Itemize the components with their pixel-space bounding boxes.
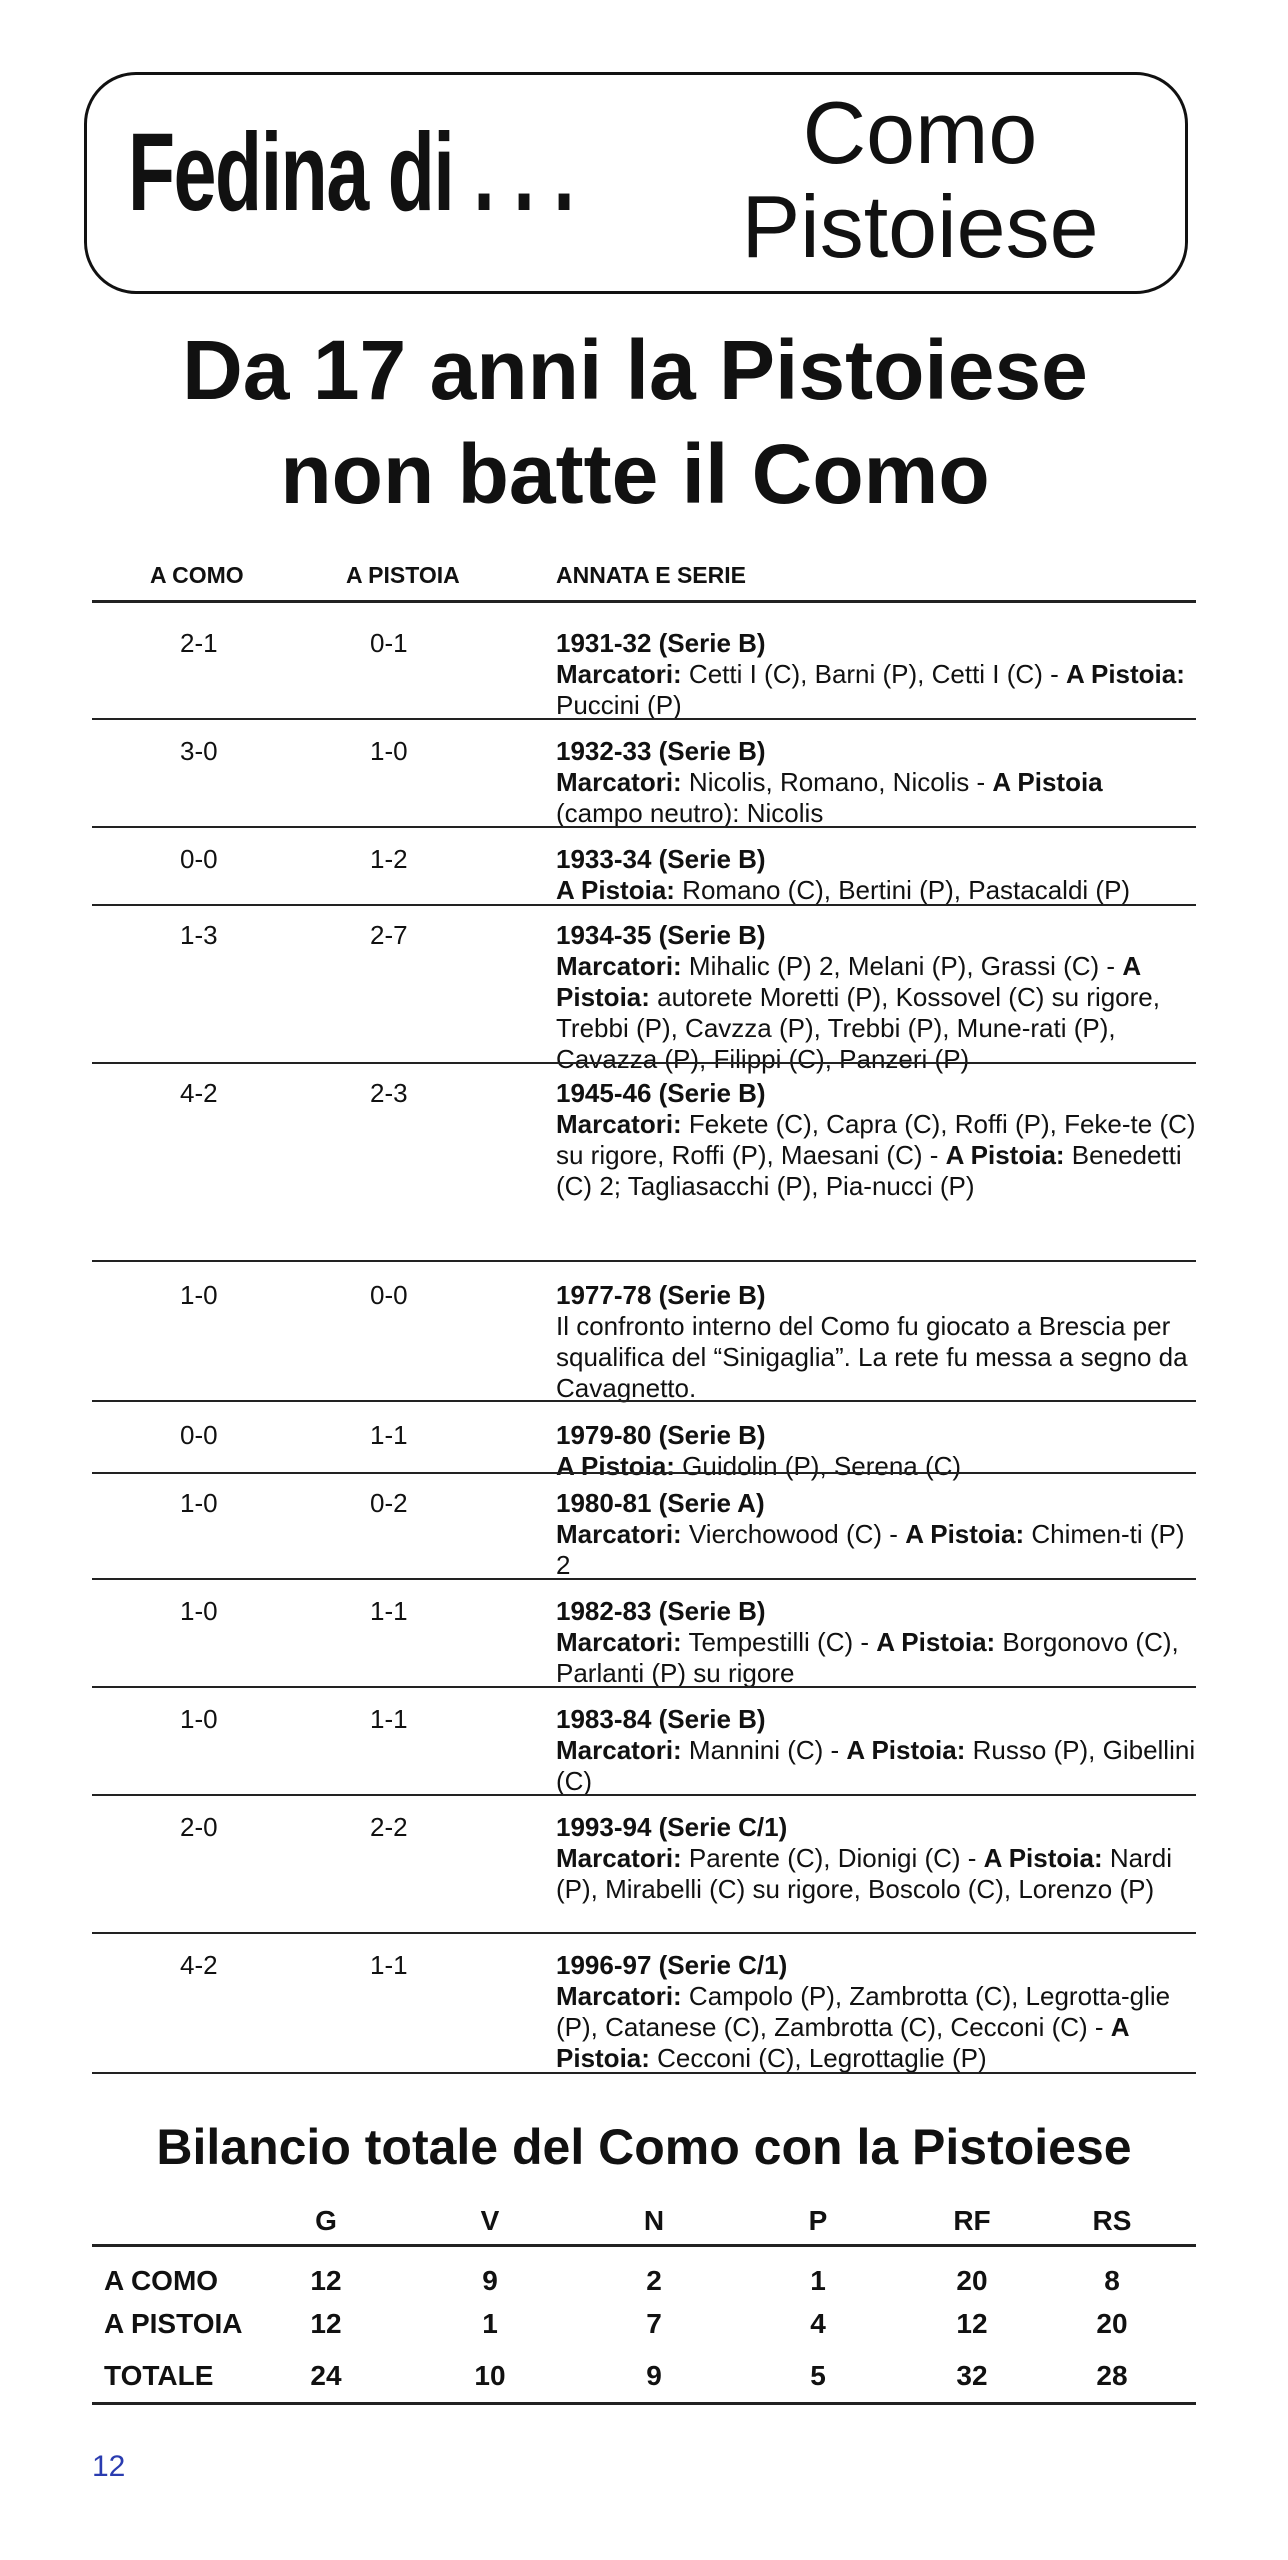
- detail-text: Borgonovo (C), Parlanti (P) su rigore: [556, 1627, 1179, 1688]
- match-info: [556, 1078, 1196, 1202]
- match-info: [556, 628, 1196, 721]
- detail-keyword: Marcatori:: [556, 1981, 682, 2011]
- bilancio-col-header: RS: [1092, 2205, 1132, 2236]
- bilancio-cell: 20: [1096, 2308, 1128, 2339]
- detail-keyword: A Pistoia:: [983, 1843, 1103, 1873]
- score-a-como: 0-0: [180, 1420, 218, 1450]
- score-a-pistoia: 2-7: [370, 920, 408, 950]
- detail-text: Cetti I (C), Barni (P), Cetti I (C) -: [681, 659, 1066, 689]
- bilancio-col-header: V: [480, 2205, 500, 2236]
- score-a-como: 1-0: [180, 1280, 218, 1310]
- team-pistoiese: Pistoiese: [741, 177, 1099, 276]
- header-divider: [92, 600, 1196, 603]
- detail-keyword: A Pistoia:: [905, 1519, 1025, 1549]
- title-teams: [690, 83, 1150, 276]
- row-divider: [92, 1794, 1196, 1796]
- bilancio-col-header: G: [315, 2205, 337, 2236]
- score-a-pistoia: 1-1: [370, 1704, 408, 1734]
- bilancio-cell: 7: [646, 2308, 662, 2339]
- row-divider: [92, 1578, 1196, 1580]
- page-number: 12: [92, 2450, 126, 2483]
- score-a-pistoia: 0-0: [370, 1280, 408, 1310]
- detail-keyword: A Pistoia:: [556, 2012, 1129, 2073]
- column-header-a-pistoia: A PISTOIA: [346, 562, 460, 588]
- detail-keyword: Marcatori:: [556, 1735, 682, 1765]
- match-info: [556, 1704, 1196, 1797]
- score-a-como: 1-0: [180, 1704, 218, 1734]
- bilancio-cell: 28: [1096, 2360, 1128, 2391]
- row-divider: [92, 826, 1196, 828]
- detail-text: (campo neutro): Nicolis: [556, 798, 824, 828]
- bilancio-header-divider: [92, 2244, 1196, 2247]
- score-a-pistoia: 1-1: [370, 1950, 408, 1980]
- season-label: 1993-94 (Serie C/1): [556, 1812, 788, 1842]
- bilancio-cell: 8: [1104, 2265, 1120, 2296]
- bilancio-cell: 2: [646, 2265, 662, 2296]
- row-divider: [92, 718, 1196, 720]
- row-divider: [92, 1686, 1196, 1688]
- bilancio-cell: 4: [810, 2308, 826, 2339]
- detail-text: Fekete (C), Capra (C), Roffi (P), Feke-te (C) su rigore, Roffi (P), Maesani (C) -: [556, 1109, 1196, 1170]
- score-a-como: 3-0: [180, 736, 218, 766]
- detail-text: Vierchowood (C) -: [681, 1519, 906, 1549]
- detail-text: autorete Moretti (P), Kossovel (C) su rigore, Trebbi (P), Cavzza (P), Trebbi (P), Mune-rati (P), Cavazza (P), Filippi (C), Panzeri (P): [556, 982, 1160, 1074]
- bilancio-cell: 12: [310, 2308, 342, 2339]
- bilancio-cell: 5: [810, 2360, 826, 2391]
- detail-text: Nardi (P), Mirabelli (C) su rigore, Boscolo (C), Lorenzo (P): [556, 1843, 1172, 1904]
- detail-text: Cecconi (C), Legrottaglie (P): [649, 2043, 987, 2073]
- bilancio-cell: 9: [646, 2360, 662, 2391]
- detail-keyword: A Pistoia:: [876, 1627, 996, 1657]
- detail-keyword: A Pistoia:: [945, 1140, 1065, 1170]
- season-label: 1945-46 (Serie B): [556, 1078, 766, 1108]
- detail-text: Il confronto interno del Como fu giocato a Brescia per squalifica del “Sinigaglia”. La rete fu messa a segno da Cavagnetto.: [556, 1311, 1188, 1403]
- score-a-como: 0-0: [180, 844, 218, 874]
- bilancio-row-label: A PISTOIA: [104, 2308, 243, 2339]
- detail-keyword: A Pistoia: [992, 767, 1103, 797]
- season-label: 1980-81 (Serie A): [556, 1488, 765, 1518]
- detail-keyword: Marcatori:: [556, 1109, 682, 1139]
- match-info: [556, 920, 1196, 1075]
- detail-text: Puccini (P): [556, 690, 682, 720]
- bilancio-cell: 24: [310, 2360, 342, 2391]
- headline-line-2: non batte il Como: [280, 427, 990, 521]
- bilancio-row-label: TOTALE: [104, 2360, 214, 2391]
- detail-keyword: Marcatori:: [556, 1519, 682, 1549]
- match-info: [556, 736, 1196, 829]
- score-a-pistoia: 1-1: [370, 1596, 408, 1626]
- match-info: [556, 1280, 1196, 1404]
- season-label: 1979-80 (Serie B): [556, 1420, 766, 1450]
- row-divider: [92, 904, 1196, 906]
- detail-text: Nicolis, Romano, Nicolis -: [681, 767, 993, 797]
- bilancio-cell: 12: [956, 2308, 988, 2339]
- season-label: 1934-35 (Serie B): [556, 920, 766, 950]
- match-info: [556, 1950, 1196, 2074]
- score-a-como: 2-1: [180, 628, 218, 658]
- bilancio-col-header: P: [808, 2205, 828, 2236]
- detail-keyword: Marcatori:: [556, 659, 682, 689]
- score-a-como: 1-3: [180, 920, 218, 950]
- team-como: Como: [802, 83, 1038, 182]
- row-divider: [92, 1260, 1196, 1262]
- row-divider: [92, 1932, 1196, 1934]
- detail-text: Chimen-ti (P) 2: [556, 1519, 1185, 1580]
- detail-text: Romano (C), Bertini (P), Pastacaldi (P): [674, 875, 1131, 905]
- bilancio-cell: 10: [474, 2360, 506, 2391]
- score-a-pistoia: 1-1: [370, 1420, 408, 1450]
- match-info: [556, 844, 1196, 906]
- detail-keyword: Marcatori:: [556, 951, 682, 981]
- detail-keyword: A Pistoia:: [556, 951, 1141, 1012]
- bilancio-bottom-divider: [92, 2402, 1196, 2405]
- score-a-como: 4-2: [180, 1078, 218, 1108]
- detail-keyword: Marcatori:: [556, 1627, 682, 1657]
- score-a-pistoia: 2-2: [370, 1812, 408, 1842]
- detail-keyword: A Pistoia:: [556, 1451, 675, 1481]
- season-label: 1977-78 (Serie B): [556, 1280, 766, 1310]
- bilancio-cell: 1: [810, 2265, 826, 2296]
- score-a-pistoia: 1-2: [370, 844, 408, 874]
- row-divider: [92, 2072, 1196, 2074]
- bilancio-col-header: RF: [953, 2205, 991, 2236]
- score-a-como: 2-0: [180, 1812, 218, 1842]
- detail-text: Guidolin (P), Serena (C): [674, 1451, 962, 1481]
- season-label: 1931-32 (Serie B): [556, 628, 766, 658]
- detail-text: Parente (C), Dionigi (C) -: [681, 1843, 984, 1873]
- row-divider: [92, 1062, 1196, 1064]
- detail-keyword: Marcatori:: [556, 1843, 682, 1873]
- season-label: 1933-34 (Serie B): [556, 844, 766, 874]
- bilancio-row-label: A COMO: [104, 2265, 219, 2296]
- season-label: 1982-83 (Serie B): [556, 1596, 766, 1626]
- match-info: [556, 1488, 1196, 1581]
- detail-keyword: A Pistoia:: [1065, 659, 1185, 689]
- bilancio-cell: 32: [956, 2360, 988, 2391]
- detail-text: Campolo (P), Zambrotta (C), Legrotta-glie (P), Catanese (C), Zambrotta (C), Cecconi (C) -: [556, 1981, 1171, 2042]
- bilancio-cell: 20: [956, 2265, 988, 2296]
- row-divider: [92, 1400, 1196, 1402]
- score-a-pistoia: 2-3: [370, 1078, 408, 1108]
- score-a-como: 1-0: [180, 1596, 218, 1626]
- score-a-pistoia: 1-0: [370, 736, 408, 766]
- detail-keyword: A Pistoia:: [556, 875, 675, 905]
- season-label: 1983-84 (Serie B): [556, 1704, 766, 1734]
- bilancio-cell: 9: [482, 2265, 498, 2296]
- detail-text: Tempestilli (C) -: [681, 1627, 877, 1657]
- detail-text: Russo (P), Gibellini (C): [556, 1735, 1196, 1796]
- column-header-a-como: A COMO: [150, 562, 244, 588]
- score-a-como: 4-2: [180, 1950, 218, 1980]
- score-a-como: 1-0: [180, 1488, 218, 1518]
- bilancio-cell: 12: [310, 2265, 342, 2296]
- row-divider: [92, 1472, 1196, 1474]
- score-a-pistoia: 0-1: [370, 628, 408, 658]
- match-info: [556, 1596, 1196, 1689]
- score-a-pistoia: 0-2: [370, 1488, 408, 1518]
- detail-text: Mannini (C) -: [681, 1735, 847, 1765]
- detail-text: Benedetti (C) 2; Tagliasacchi (P), Pia-nucci (P): [556, 1140, 1182, 1201]
- detail-keyword: A Pistoia:: [846, 1735, 966, 1765]
- headline: [80, 318, 1190, 526]
- title-prefix: Fedina di . . .: [128, 111, 574, 234]
- column-header-annata: ANNATA E SERIE: [556, 562, 746, 588]
- bilancio-cell: 1: [482, 2308, 498, 2339]
- headline-line-1: Da 17 anni la Pistoiese: [182, 323, 1088, 417]
- bilancio-title: Bilancio totale del Como con la Pistoiese: [156, 2119, 1132, 2175]
- match-info: [556, 1812, 1196, 1905]
- season-label: 1932-33 (Serie B): [556, 736, 766, 766]
- bilancio-col-header: N: [643, 2205, 665, 2236]
- detail-keyword: Marcatori:: [556, 767, 682, 797]
- season-label: 1996-97 (Serie C/1): [556, 1950, 788, 1980]
- detail-text: Mihalic (P) 2, Melani (P), Grassi (C) -: [681, 951, 1123, 981]
